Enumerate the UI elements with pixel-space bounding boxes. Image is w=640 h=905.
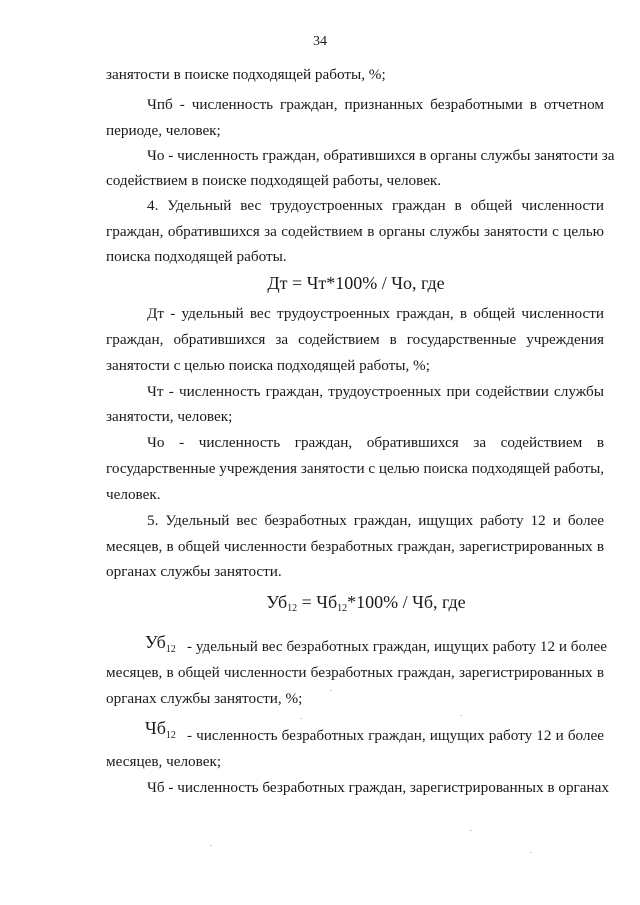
text-line: органах службы занятости, %; — [106, 690, 303, 707]
text-line: органах службы занятости. — [106, 563, 282, 580]
scan-speck — [330, 690, 332, 691]
scan-speck — [300, 718, 302, 719]
text-line: месяцев, в общей численности безработных граждан, зарегистрированных в — [106, 538, 604, 555]
page-number: 34 — [313, 34, 327, 49]
text-line: содействием в поиске подходящей работы, человек. — [106, 172, 442, 189]
formula-ub-rest: *100% / Чб, где — [347, 592, 466, 612]
text-line: месяцев, в общей численности безработных граждан, зарегистрированных в — [106, 664, 604, 681]
text-line: граждан, обратившихся за содействием в органы службы занятости с целью — [106, 223, 604, 240]
def-ub-symbol: $Уб_{12}$ — [145, 632, 176, 655]
formula-ub — [46, 591, 640, 620]
formula-ub-symbol: Уб — [266, 592, 288, 612]
def-chb-symbol: $Чб_{12}$ — [145, 718, 176, 741]
text-line: граждан, обратившихся за содействием в государственные учреждения — [106, 331, 604, 348]
formula-dt: Дт = Чт*100% / Чо, где — [267, 273, 445, 293]
text-line: - численность безработных граждан, ищущих работу 12 и более — [187, 727, 604, 744]
text-line: поиска подходящей работы. — [106, 248, 287, 265]
scan-speck — [460, 715, 462, 716]
text-line: Дт - удельный вес трудоустроенных граждан, в общей численности — [147, 305, 604, 322]
text-line: занятости в поиске подходящей работы, %; — [106, 66, 386, 83]
text-line: Чб - численность безработных граждан, зарегистрированных в органах — [147, 779, 609, 796]
text-line: государственные учреждения занятости с целью поиска подходящей работы, — [106, 460, 605, 477]
text-line: Чо - численность граждан, обратившихся в органы службы занятости за — [147, 147, 615, 164]
formula-ub-eq: = Чб — [297, 592, 338, 612]
scan-speck — [530, 852, 532, 853]
text-line: Чт - численность граждан, трудоустроенных при содействии службы — [147, 383, 604, 400]
text-line: 4. Удельный вес трудоустроенных граждан в общей численности — [147, 197, 604, 214]
text-line: месяцев, человек; — [106, 753, 222, 770]
text-line: периоде, человек; — [106, 122, 221, 139]
formula-ub-subscript: 12 — [287, 603, 298, 614]
formula-chb-subscript: 12 — [337, 603, 348, 614]
text-line: занятости с целью поиска подходящей работы, %; — [106, 357, 430, 374]
text-line: 5. Удельный вес безработных граждан, ищущих работу 12 и более — [147, 512, 604, 529]
scan-speck — [470, 830, 472, 831]
text-line: - удельный вес безработных граждан, ищущих работу 12 и более — [187, 638, 607, 655]
text-line: Чо - численность граждан, обратившихся за содействием в — [147, 434, 604, 451]
text-line: человек. — [106, 486, 161, 503]
text-line: занятости, человек; — [106, 408, 233, 425]
scan-speck — [210, 845, 212, 846]
text-line: Чпб - численность граждан, признанных безработными в отчетном — [147, 96, 604, 113]
